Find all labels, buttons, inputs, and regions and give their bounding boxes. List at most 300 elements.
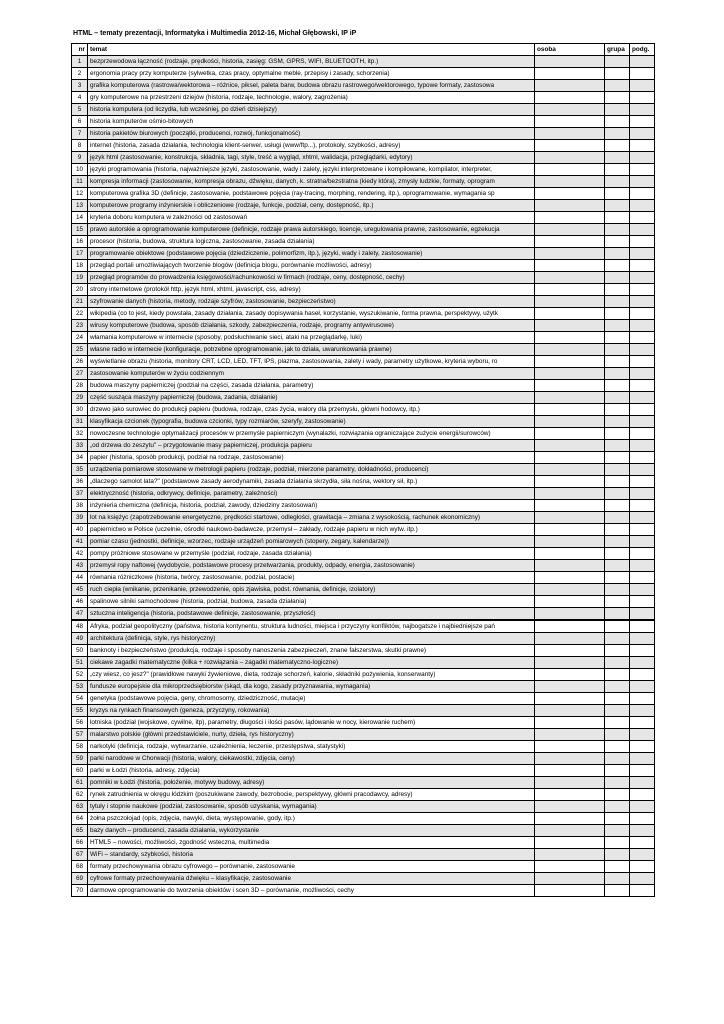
row-grupa: [605, 308, 630, 320]
row-osoba: [535, 332, 605, 344]
row-nr: 20: [72, 284, 88, 296]
table-row: [72, 596, 655, 608]
row-nr: 13: [72, 200, 88, 212]
row-grupa: [605, 524, 630, 536]
row-temat: narkotyki (definicja, rodzaje, wytwarzanie, uzależnienia, leczenie, przestępstwa, statystyki): [88, 741, 535, 753]
row-grupa: [605, 452, 630, 464]
table-row: [72, 212, 655, 224]
table-row: [72, 657, 655, 669]
table-row: [72, 404, 655, 416]
row-osoba: [535, 488, 605, 500]
row-temat: kryzys na rynkach finansowych (geneza, przyczyny, rokowania): [88, 705, 535, 717]
row-nr: 35: [72, 464, 88, 476]
row-podg: [630, 416, 655, 428]
row-grupa: [605, 284, 630, 296]
row-grupa: [605, 92, 630, 104]
row-grupa: [605, 849, 630, 861]
row-osoba: [535, 596, 605, 608]
table-row: [72, 801, 655, 813]
row-podg: [630, 200, 655, 212]
row-osoba: [535, 801, 605, 813]
table-row: [72, 681, 655, 693]
table-row: [72, 560, 655, 572]
table-row: [72, 825, 655, 837]
row-grupa: [605, 620, 630, 633]
row-osoba: [535, 272, 605, 284]
row-temat: internet (historia, zasada działania, technologia klient-serwer, usługi (www/ftp...), protokoły, szybkości, adresy): [88, 140, 535, 152]
row-podg: [630, 272, 655, 284]
row-osoba: [535, 765, 605, 777]
row-podg: [630, 488, 655, 500]
row-temat: równania różniczkowe (historia, twórcy, zastosowanie, podział, postacie): [88, 572, 535, 584]
row-temat: kompresja informacji (zastosowanie, kompresja obrazu, dźwięku, danych, k. stratna/bezstratna (kiedy która), zmysły ludzkie, formaty, oprogram: [88, 176, 535, 188]
row-podg: [630, 837, 655, 849]
row-osoba: [535, 308, 605, 320]
table-row: [72, 849, 655, 861]
table-row: [72, 608, 655, 621]
row-podg: [630, 741, 655, 753]
table-row: [72, 200, 655, 212]
row-grupa: [605, 645, 630, 657]
row-podg: [630, 332, 655, 344]
row-temat: HTML5 – nowości, możliwości, zgodność wsteczna, multimedia: [88, 837, 535, 849]
row-nr: 23: [72, 320, 88, 332]
table-row: [72, 104, 655, 116]
row-nr: 1: [72, 56, 88, 68]
row-nr: 16: [72, 236, 88, 248]
row-grupa: [605, 825, 630, 837]
table-row: [72, 344, 655, 356]
row-podg: [630, 92, 655, 104]
row-temat: przegląd programów do prowadzenia księgowości/rachunkowości w firmach (rodzaje, ceny, dostępność, cechy): [88, 272, 535, 284]
row-grupa: [605, 512, 630, 524]
row-podg: [630, 140, 655, 152]
row-temat: „dlaczego samolot lata?" (podstawowe zasady aerodynamiki, zasada działania skrzydła, siła nośna, wektory sił, itp.): [88, 476, 535, 488]
row-podg: [630, 176, 655, 188]
row-osoba: [535, 140, 605, 152]
table-row: [72, 428, 655, 440]
row-grupa: [605, 488, 630, 500]
header-row: [72, 44, 655, 56]
row-grupa: [605, 140, 630, 152]
row-osoba: [535, 777, 605, 789]
table-row: [72, 260, 655, 272]
row-temat: cyfrowe formaty przechowywania dźwięku – klasyfikacje, zastosowanie: [88, 873, 535, 885]
row-osoba: [535, 584, 605, 596]
row-nr: 27: [72, 368, 88, 380]
row-osoba: [535, 56, 605, 68]
row-grupa: [605, 368, 630, 380]
row-podg: [630, 524, 655, 536]
row-osoba: [535, 825, 605, 837]
row-grupa: [605, 596, 630, 608]
row-osoba: [535, 236, 605, 248]
row-grupa: [605, 801, 630, 813]
row-grupa: [605, 212, 630, 224]
table-row: [72, 332, 655, 344]
row-podg: [630, 368, 655, 380]
table-row: [72, 548, 655, 560]
row-nr: 40: [72, 524, 88, 536]
row-grupa: [605, 200, 630, 212]
row-grupa: [605, 500, 630, 512]
row-grupa: [605, 272, 630, 284]
row-grupa: [605, 837, 630, 849]
row-grupa: [605, 548, 630, 560]
row-temat: malarstwo polskie (główni przedstawiciele, nurty, dzieła, rys historyczny): [88, 729, 535, 741]
row-osoba: [535, 693, 605, 705]
row-nr: 59: [72, 753, 88, 765]
row-temat: własne radio w internecie (konfiguracje, potrzebne oprogramowanie, jak to działa, uwarunkowania prawne): [88, 344, 535, 356]
row-grupa: [605, 681, 630, 693]
table-row: [72, 152, 655, 164]
table-row: [72, 296, 655, 308]
row-grupa: [605, 392, 630, 404]
row-podg: [630, 789, 655, 801]
row-temat: pomniki w Łodzi (historia, położenie, motywy budowy, adresy): [88, 777, 535, 789]
row-nr: 12: [72, 188, 88, 200]
row-grupa: [605, 416, 630, 428]
row-nr: 47: [72, 608, 88, 621]
row-temat: programowanie obiektowe (podstawowe pojęcia (dziedziczenie, polimorfizm, itp.), języki, wady i zalety, zastosowanie): [88, 248, 535, 260]
row-osoba: [535, 885, 605, 897]
row-podg: [630, 476, 655, 488]
row-nr: 31: [72, 416, 88, 428]
row-grupa: [605, 741, 630, 753]
row-temat: sztuczna inteligencja (historia, podstawowe definicje, zastosowanie, przyszłość): [88, 608, 535, 621]
row-nr: 9: [72, 152, 88, 164]
row-osoba: [535, 452, 605, 464]
row-nr: 36: [72, 476, 88, 488]
row-podg: [630, 693, 655, 705]
table-row: [72, 56, 655, 68]
row-osoba: [535, 861, 605, 873]
row-temat: elektryczność (historia, odkrywcy, definicje, parametry, zależności): [88, 488, 535, 500]
row-podg: [630, 188, 655, 200]
table-row: [72, 452, 655, 464]
row-temat: banknoty i bezpieczeństwo (produkcja, rodzaje i sposoby nanoszenia zabezpieczeń, znane fałszerstwa, skutki prawne): [88, 645, 535, 657]
row-nr: 62: [72, 789, 88, 801]
table-row: [72, 284, 655, 296]
row-podg: [630, 440, 655, 452]
row-grupa: [605, 464, 630, 476]
row-nr: 60: [72, 765, 88, 777]
row-nr: 45: [72, 584, 88, 596]
row-grupa: [605, 705, 630, 717]
row-grupa: [605, 608, 630, 621]
row-nr: 51: [72, 657, 88, 669]
table-row: [72, 693, 655, 705]
table-row: [72, 80, 655, 92]
row-nr: 66: [72, 837, 88, 849]
row-nr: 15: [72, 224, 88, 236]
row-osoba: [535, 608, 605, 621]
row-temat: nowoczesne technologie optymalizacji procesów w przemyśle papierniczym (wynalazki, rozwiązania ograniczające zużycie energii/surowców): [88, 428, 535, 440]
row-podg: [630, 669, 655, 681]
row-nr: 52: [72, 669, 88, 681]
row-osoba: [535, 320, 605, 332]
row-osoba: [535, 560, 605, 572]
row-nr: 7: [72, 128, 88, 140]
row-grupa: [605, 380, 630, 392]
row-nr: 65: [72, 825, 88, 837]
row-nr: 11: [72, 176, 88, 188]
row-temat: gry komputerowe na przestrzeni dziejów (historia, rodzaje, technologie, walory, zagrożenia): [88, 92, 535, 104]
row-osoba: [535, 356, 605, 368]
row-podg: [630, 320, 655, 332]
header-osoba: osoba: [535, 44, 605, 56]
row-podg: [630, 428, 655, 440]
table-row: [72, 536, 655, 548]
row-nr: 54: [72, 693, 88, 705]
row-podg: [630, 825, 655, 837]
row-grupa: [605, 104, 630, 116]
row-podg: [630, 512, 655, 524]
row-grupa: [605, 176, 630, 188]
row-nr: 63: [72, 801, 88, 813]
row-grupa: [605, 356, 630, 368]
row-podg: [630, 500, 655, 512]
row-nr: 25: [72, 344, 88, 356]
row-osoba: [535, 669, 605, 681]
row-osoba: [535, 440, 605, 452]
table-row: [72, 488, 655, 500]
table-row: [72, 633, 655, 645]
table-row: [72, 356, 655, 368]
row-grupa: [605, 188, 630, 200]
row-nr: 28: [72, 380, 88, 392]
row-grupa: [605, 224, 630, 236]
row-grupa: [605, 584, 630, 596]
row-temat: przegląd portali umożliwiających tworzenie blogów (definicja blogu, porównanie możliwości, adresy): [88, 260, 535, 272]
row-podg: [630, 705, 655, 717]
row-grupa: [605, 236, 630, 248]
row-podg: [630, 68, 655, 80]
row-temat: komputerowa grafika 3D (definicje, zastosowanie, podstawowe pojęcia (ray-tracing, morphing, rendering, itp.), oprogramowanie, wymagania sp: [88, 188, 535, 200]
row-grupa: [605, 404, 630, 416]
row-temat: historia komputera (od liczydła, lub wcześniej, po dzień dzisiejszy): [88, 104, 535, 116]
row-nr: 69: [72, 873, 88, 885]
table-row: [72, 176, 655, 188]
row-temat: strony internetowe (protokół http, język html, xhtml, javascript, css, adresy): [88, 284, 535, 296]
row-grupa: [605, 560, 630, 572]
table-row: [72, 224, 655, 236]
table-row: [72, 248, 655, 260]
table-row: [72, 729, 655, 741]
row-grupa: [605, 80, 630, 92]
row-nr: 48: [72, 620, 88, 633]
table-row: [72, 368, 655, 380]
row-grupa: [605, 56, 630, 68]
row-nr: 68: [72, 861, 88, 873]
row-podg: [630, 885, 655, 897]
row-nr: 67: [72, 849, 88, 861]
table-row: [72, 789, 655, 801]
row-nr: 18: [72, 260, 88, 272]
row-osoba: [535, 104, 605, 116]
row-podg: [630, 284, 655, 296]
row-podg: [630, 536, 655, 548]
row-temat: lot na księżyc (zapotrzebowanie energetyczne, prędkości startowe, odległości, grawitacja – zmiana z wysokością, rachunek ekonomiczny): [88, 512, 535, 524]
table-row: [72, 765, 655, 777]
row-nr: 49: [72, 633, 88, 645]
row-nr: 43: [72, 560, 88, 572]
row-podg: [630, 777, 655, 789]
row-osoba: [535, 116, 605, 128]
table-row: [72, 741, 655, 753]
row-osoba: [535, 476, 605, 488]
row-temat: fundusze europejskie dla mikroprzedsiębiorstw (skąd, dla kogo, zasady przyznawania, wymagania): [88, 681, 535, 693]
row-temat: ciekawe zagadki matematyczne (kilka + rozwiązania – zagadki matematyczno-logiczne): [88, 657, 535, 669]
row-temat: języki programowania (historia, najważniejsze języki, zastosowanie, wady i zalety, języki interpretowane i kompilowane, kompilator, interpreter,: [88, 164, 535, 176]
row-nr: 3: [72, 80, 88, 92]
row-temat: inżynieria chemiczna (definicja, historia, podział, zawody, dziedziny zastosowań): [88, 500, 535, 512]
row-podg: [630, 308, 655, 320]
row-podg: [630, 657, 655, 669]
row-podg: [630, 56, 655, 68]
row-nr: 61: [72, 777, 88, 789]
row-temat: żołna pszczołojad (opis, zdjęcia, nawyki, dieta, występowanie, gody, itp.): [88, 813, 535, 825]
row-podg: [630, 248, 655, 260]
row-nr: 46: [72, 596, 88, 608]
row-nr: 39: [72, 512, 88, 524]
row-osoba: [535, 620, 605, 633]
row-temat: Afryka, podział geopolityczny (państwa, historia kontynentu, struktura ludności, miejsca i przyczyny konfliktów, najbogatsze i najbiedniejsze pań: [88, 620, 535, 633]
row-nr: 41: [72, 536, 88, 548]
table-row: [72, 572, 655, 584]
row-podg: [630, 452, 655, 464]
row-osoba: [535, 176, 605, 188]
table-row: [72, 753, 655, 765]
row-temat: genetyka (podstawowe pojęcia, geny, chromosomy, dziedziczność, mutacje): [88, 693, 535, 705]
table-row: [72, 476, 655, 488]
table-row: [72, 524, 655, 536]
row-grupa: [605, 765, 630, 777]
row-grupa: [605, 344, 630, 356]
row-osoba: [535, 224, 605, 236]
row-osoba: [535, 68, 605, 80]
row-grupa: [605, 320, 630, 332]
row-grupa: [605, 885, 630, 897]
table-row: [72, 512, 655, 524]
row-temat: komputerowe programy inżynierskie i obliczeniowe (rodzaje, funkcje, podział, ceny, dostępność, itp.): [88, 200, 535, 212]
row-osoba: [535, 512, 605, 524]
row-temat: urządzenia pomiarowe stosowane w metrologii papieru (rodzaje, podział, mierzone parametry, dokładności, producenci): [88, 464, 535, 476]
table-row: [72, 669, 655, 681]
row-grupa: [605, 428, 630, 440]
row-podg: [630, 236, 655, 248]
row-grupa: [605, 332, 630, 344]
header-podg: podg.: [630, 44, 655, 56]
table-row: [72, 873, 655, 885]
row-grupa: [605, 753, 630, 765]
row-podg: [630, 164, 655, 176]
table-row: [72, 464, 655, 476]
row-podg: [630, 212, 655, 224]
table-row: [72, 188, 655, 200]
row-nr: 10: [72, 164, 88, 176]
row-podg: [630, 80, 655, 92]
row-nr: 19: [72, 272, 88, 284]
row-temat: „czy wiesz, co jesz?" (prawidłowe nawyki żywieniowe, dieta, rodzaje schorzeń, kalorie, składniki pożywienia, konserwanty): [88, 669, 535, 681]
row-grupa: [605, 128, 630, 140]
table-row: [72, 717, 655, 729]
row-osoba: [535, 428, 605, 440]
row-temat: przemysł ropy naftowej (wydobycie, podstawowe procesy przetwarzania, produkty, odpady, energia, zastosowanie): [88, 560, 535, 572]
row-podg: [630, 356, 655, 368]
row-temat: historia pakietów biurowych (początki, producenci, rozwój, funkcjonalność): [88, 128, 535, 140]
row-podg: [630, 116, 655, 128]
row-nr: 57: [72, 729, 88, 741]
row-nr: 56: [72, 717, 88, 729]
row-temat: drzewo jako surowiec do produkcji papieru (budowa, rodzaje, czas życia, walory dla przemysłu, główni hodowcy, itp.): [88, 404, 535, 416]
row-temat: budowa maszyny papierniczej (podział na części, zasada działania, parametry): [88, 380, 535, 392]
table-row: [72, 813, 655, 825]
row-osoba: [535, 717, 605, 729]
row-nr: 38: [72, 500, 88, 512]
header-temat: temat: [88, 44, 535, 56]
header-grupa: grupa: [605, 44, 630, 56]
row-podg: [630, 873, 655, 885]
table-row: [72, 861, 655, 873]
table-row: [72, 416, 655, 428]
row-temat: klasyfikacja czcionek (typografia, budowa czcionki, typy rozmiarów, szeryfy, zastosowanie): [88, 416, 535, 428]
row-temat: prawo autorskie a oprogramowanie komputerowe (definicje, rodzaje prawa autorskiego, licencje, uregulowania prawne, zastosowanie, egzekucja: [88, 224, 535, 236]
row-grupa: [605, 116, 630, 128]
row-podg: [630, 380, 655, 392]
row-grupa: [605, 68, 630, 80]
table-row: [72, 392, 655, 404]
table-row: [72, 584, 655, 596]
row-temat: wikipedia (co to jest, kiedy powstała, zasady działania, zasady dopisywania haseł, korzystanie, wyszukiwanie, forma prawna, perspektywy, użytk: [88, 308, 535, 320]
row-osoba: [535, 729, 605, 741]
table-row: [72, 236, 655, 248]
row-temat: rynek zatrudnienia w okręgu łódzkim (poszukiwane zawody, bezrobocie, perspektywy, główni pracodawcy, adresy): [88, 789, 535, 801]
row-podg: [630, 861, 655, 873]
row-temat: szyfrowanie danych (historia, metody, rodzaje szyfrów, zastosowanie, bezpieczeństwo): [88, 296, 535, 308]
table-row: [72, 272, 655, 284]
row-osoba: [535, 284, 605, 296]
row-osoba: [535, 404, 605, 416]
row-nr: 64: [72, 813, 88, 825]
row-podg: [630, 813, 655, 825]
table-row: [72, 705, 655, 717]
row-podg: [630, 296, 655, 308]
table-row: [72, 128, 655, 140]
row-nr: 42: [72, 548, 88, 560]
row-podg: [630, 584, 655, 596]
row-osoba: [535, 188, 605, 200]
row-temat: procesor (historia, budowa, struktura logiczna, zastosowanie, zasada działania): [88, 236, 535, 248]
row-temat: wirusy komputerowe (budowa, sposób działania, szkody, zabezpieczenia, rodzaje, programy antywirusowe): [88, 320, 535, 332]
row-osoba: [535, 753, 605, 765]
row-grupa: [605, 861, 630, 873]
row-osoba: [535, 92, 605, 104]
row-podg: [630, 801, 655, 813]
row-osoba: [535, 572, 605, 584]
row-nr: 26: [72, 356, 88, 368]
row-grupa: [605, 260, 630, 272]
row-grupa: [605, 717, 630, 729]
row-podg: [630, 560, 655, 572]
row-grupa: [605, 813, 630, 825]
row-osoba: [535, 212, 605, 224]
row-grupa: [605, 572, 630, 584]
row-temat: kryteria doboru komputera w zależności od zastosowań: [88, 212, 535, 224]
row-nr: 22: [72, 308, 88, 320]
row-podg: [630, 620, 655, 633]
row-osoba: [535, 633, 605, 645]
